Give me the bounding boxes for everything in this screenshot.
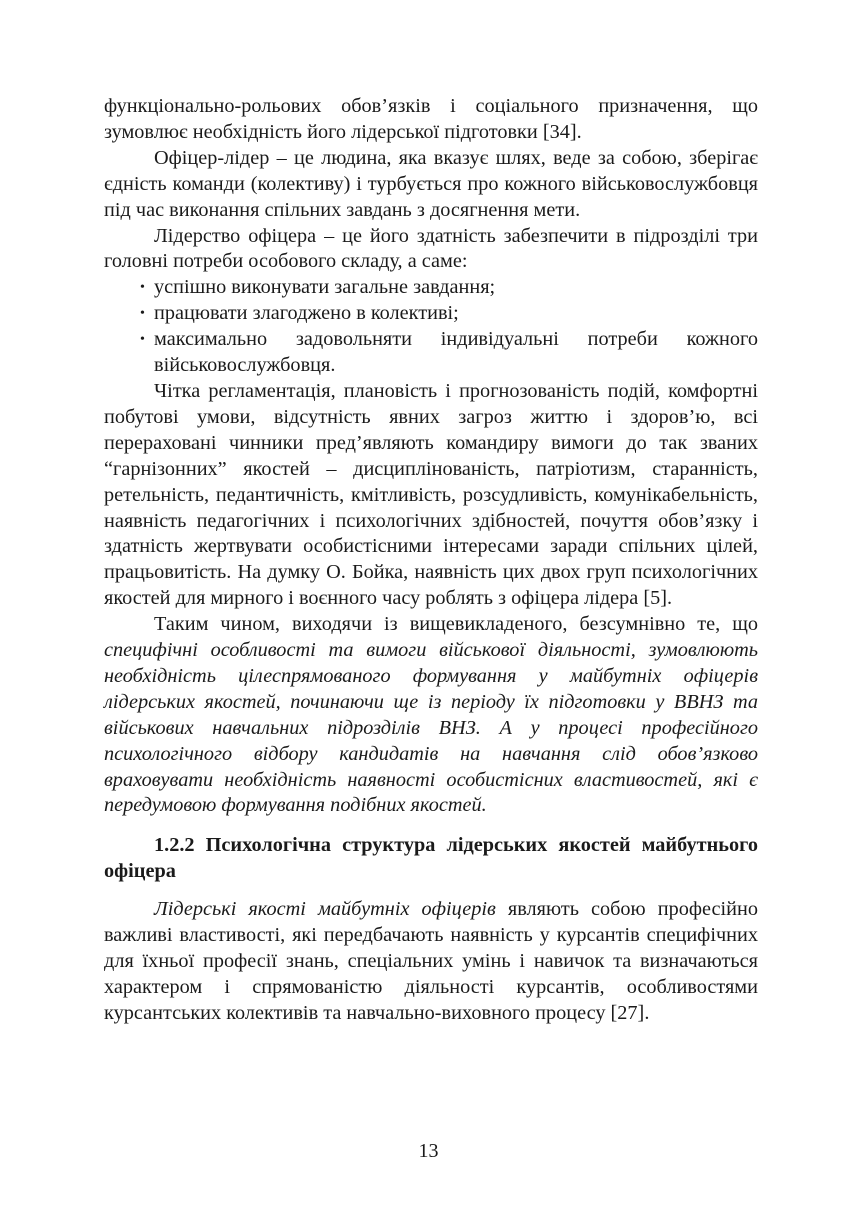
paragraph-leadership-qualities bbox=[104, 897, 758, 1027]
paragraph-continuation: функціонально-рольових обов’язків і соціального призначення, що зумовлює необхідність його лідерської підготовки [34]. bbox=[104, 95, 758, 143]
paragraph-leadership-definition: Лідерство офіцера – це його здатність забезпечити в підрозділі три головні потреби особового складу, а саме: bbox=[104, 224, 758, 273]
section-heading: 1.2.2 Психологічна структура лідерських якостей майбутнього офіцера bbox=[104, 834, 758, 883]
paragraph-officer-leader-definition: Офіцер-лідер – це людина, яка вказує шлях, веде за собою, зберігає єдність команди (колективу) і турбується про кожного військовослужбовця під час виконання спільних завдань з досягнення мети. bbox=[104, 146, 758, 221]
list-item bbox=[104, 301, 758, 327]
conclusion-lead-text: Таким чином, виходячи із вищевикладеного, безсумнівно те, що bbox=[154, 613, 758, 636]
conclusion-italic-text: специфічні особливості та вимоги військової діяльності, зумовлюють необхідність цілеспрямованого формування у майбутніх офіцерів лідерських якостей, починаючи ще із періоду їх підготовки у ВВНЗ та військових навчальних підрозділів ВНЗ. А у процесі професійного психологічного відбору кандидатів на навчання слід обов’язково враховувати необхідність наявності особистісних властивостей, які є передумовою формування подібних якостей. bbox=[104, 639, 758, 817]
page-number: 13 bbox=[418, 1140, 439, 1162]
leadership-qualities-text: являють собою професійно важливі властивості, які передбачають наявність у курсантів специфічних для їхньої професії знань, спеціальних умінь і навичок та визначаються характером і спрямованістю діяльності курсантів, особливостями курсантських колективів та навчально-виховного процесу [27]. bbox=[104, 898, 758, 1024]
bullet-icon: • bbox=[140, 280, 145, 296]
paragraph-conclusion bbox=[104, 612, 758, 819]
leadership-qualities-term: Лідерські якості майбутніх офіцерів bbox=[154, 898, 496, 921]
list-item-text: працювати злагоджено в колективі; bbox=[154, 302, 459, 325]
bullet-icon: • bbox=[140, 332, 145, 348]
list-item-text: успішно виконувати загальне завдання; bbox=[154, 276, 496, 299]
page-body bbox=[104, 94, 758, 1027]
needs-bullet-list bbox=[104, 275, 758, 379]
paragraph-garrison-qualities: Чітка регламентація, плановість і прогнозованість подій, комфортні побутові умови, відсутність явних загроз життю і здоров’ю, всі перераховані чинники пред’являють командиру вимоги до так званих “гарнізонних” якостей – дисциплінованість, патріотизм, старанність, ретельність, педантичність, кмітливість, розсудливість, комунікабельність, наявність педагогічних і психологічних здібностей, почуття обов’язку і здатність жертвувати особистісними інтересами заради спільних цілей, працьовитість. На думку О. Бойка, наявність цих двох груп психологічних якостей для мирного і воєнного часу роблять з офіцера лідера [5]. bbox=[104, 379, 758, 610]
list-item-text: максимально задовольняти індивідуальні потреби кожного військовослужбовця. bbox=[154, 328, 758, 377]
bullet-icon: • bbox=[140, 306, 145, 322]
list-item bbox=[104, 327, 758, 379]
list-item bbox=[104, 275, 758, 301]
